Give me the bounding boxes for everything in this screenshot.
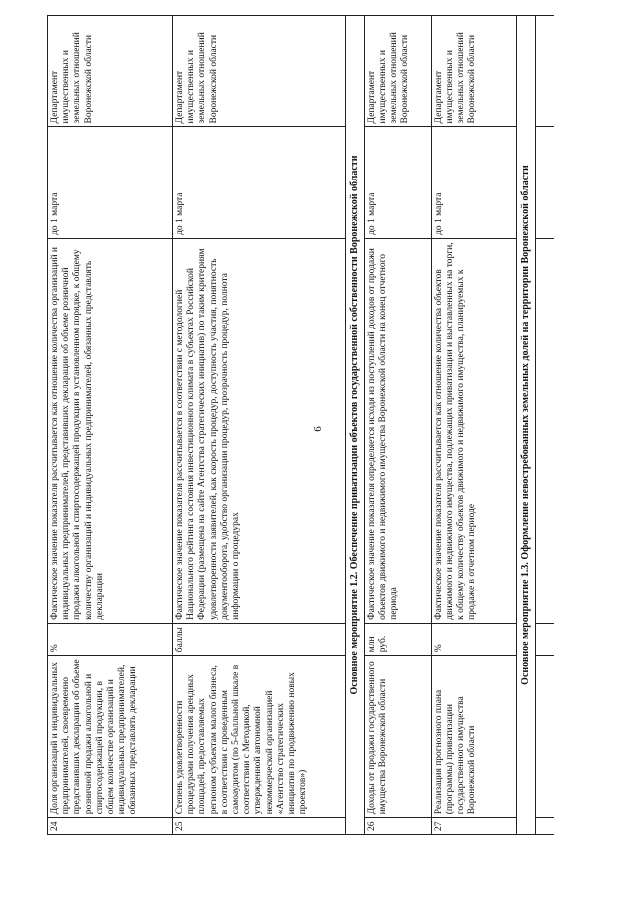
indicator-name: Доходы от продажи государственного имущества Воронежской области	[364, 656, 431, 818]
section-title: Основное мероприятие 1.2. Обеспечение приватизации объектов государственной собственности Воронежской области	[346, 16, 365, 835]
responsible-department: Департамент имущественных и земельных отношений Воронежской области	[364, 16, 431, 127]
section-header	[346, 16, 365, 835]
calculation-method: Фактическое значение показателя определяется исходя из поступлений доходов от продажи объектов движимого и недвижимого имущества Воронежской области на конец отчетного периода	[364, 238, 431, 623]
rotated-page-content	[47, 15, 597, 835]
deadline: до 1 марта	[173, 127, 346, 238]
table-row	[48, 16, 173, 835]
indicator-name: Степень удовлетворенности процедурами получения арендных площадей, предоставляемых регионом субъектам малого бизнеса, в соответствии с проведенным самоаудитом (по 5-балльной шкале в соответствии с Методикой, утвержденной автономной некоммерческой организацией «Агентство стратегических инициатив по продвижению новых проектов»)	[173, 656, 346, 818]
indicator-name: Реализация прогнозного плана (программы) приватизации государственного имущества Воронежской области	[431, 656, 516, 818]
deadline: до 1 марта	[431, 127, 516, 238]
unit: млн руб.	[364, 623, 431, 655]
calculation-method: Фактическое значение показателя рассчитывается как отношение количества организаций и индивидуальных предпринимателей, представивших декларации об объеме розничной продажи алкогольной и спиртосодержащей продукции в установленном порядке, к общему количеству организаций и индивидуальных предпринимателей, обязанных представлять декларации	[48, 238, 173, 623]
deadline: до 1 марта	[48, 127, 173, 238]
indicators-table	[47, 15, 554, 835]
unit: баллы	[173, 623, 346, 655]
deadline: до 1 марта	[364, 127, 431, 238]
row-number: 25	[173, 818, 346, 835]
unit: %	[48, 623, 173, 655]
indicator-name: Доля организаций и индивидуальных предпринимателей, своевременно представивших декларации об объеме розничной продажи алкогольной и спиртосодержащей продукции, в общем количестве организаций и индивидуальных предпринимателей, обязанных представлять декларации	[48, 656, 173, 818]
table-row-continued	[535, 16, 554, 835]
table-row	[173, 16, 346, 835]
unit: %	[431, 623, 516, 655]
responsible-department: Департамент имущественных и земельных отношений Воронежской области	[48, 16, 173, 127]
table-row	[364, 16, 431, 835]
responsible-department: Департамент имущественных и земельных отношений Воронежской области	[173, 16, 346, 127]
calculation-method: Фактическое значение показателя рассчитывается в соответствии с методологией Национального рейтинга состояния инвестиционного климата в субъектах Российской Федерации (размещена на сайте Агентства стратегических инициатив) по таким критериям удовлетворенности заявителей, как скорость процедур, доступность участия, понятность документооборота, удобство организации процедур, прозрачность процедур, полнота информации о процедурах	[173, 238, 346, 623]
page-number: 6	[312, 426, 324, 432]
section-header	[516, 16, 535, 835]
calculation-method: Фактическое значение показателя рассчитывается как отношение количества объектов движимого и недвижимого имущества, подлежащих приватизации и выставленных на торги, к общему количеству объектов движимого и недвижимого имущества, планируемых к продаже в отчетном периоде	[431, 238, 516, 623]
row-number: 24	[48, 818, 173, 835]
row-number: 26	[364, 818, 431, 835]
row-number: 27	[431, 818, 516, 835]
table-row	[431, 16, 516, 835]
section-title: Основное мероприятие 1.3. Оформление невостребованных земельных долей на территории Воронежской области	[516, 16, 535, 835]
responsible-department: Департамент имущественных и земельных отношений Воронежской области	[431, 16, 516, 127]
